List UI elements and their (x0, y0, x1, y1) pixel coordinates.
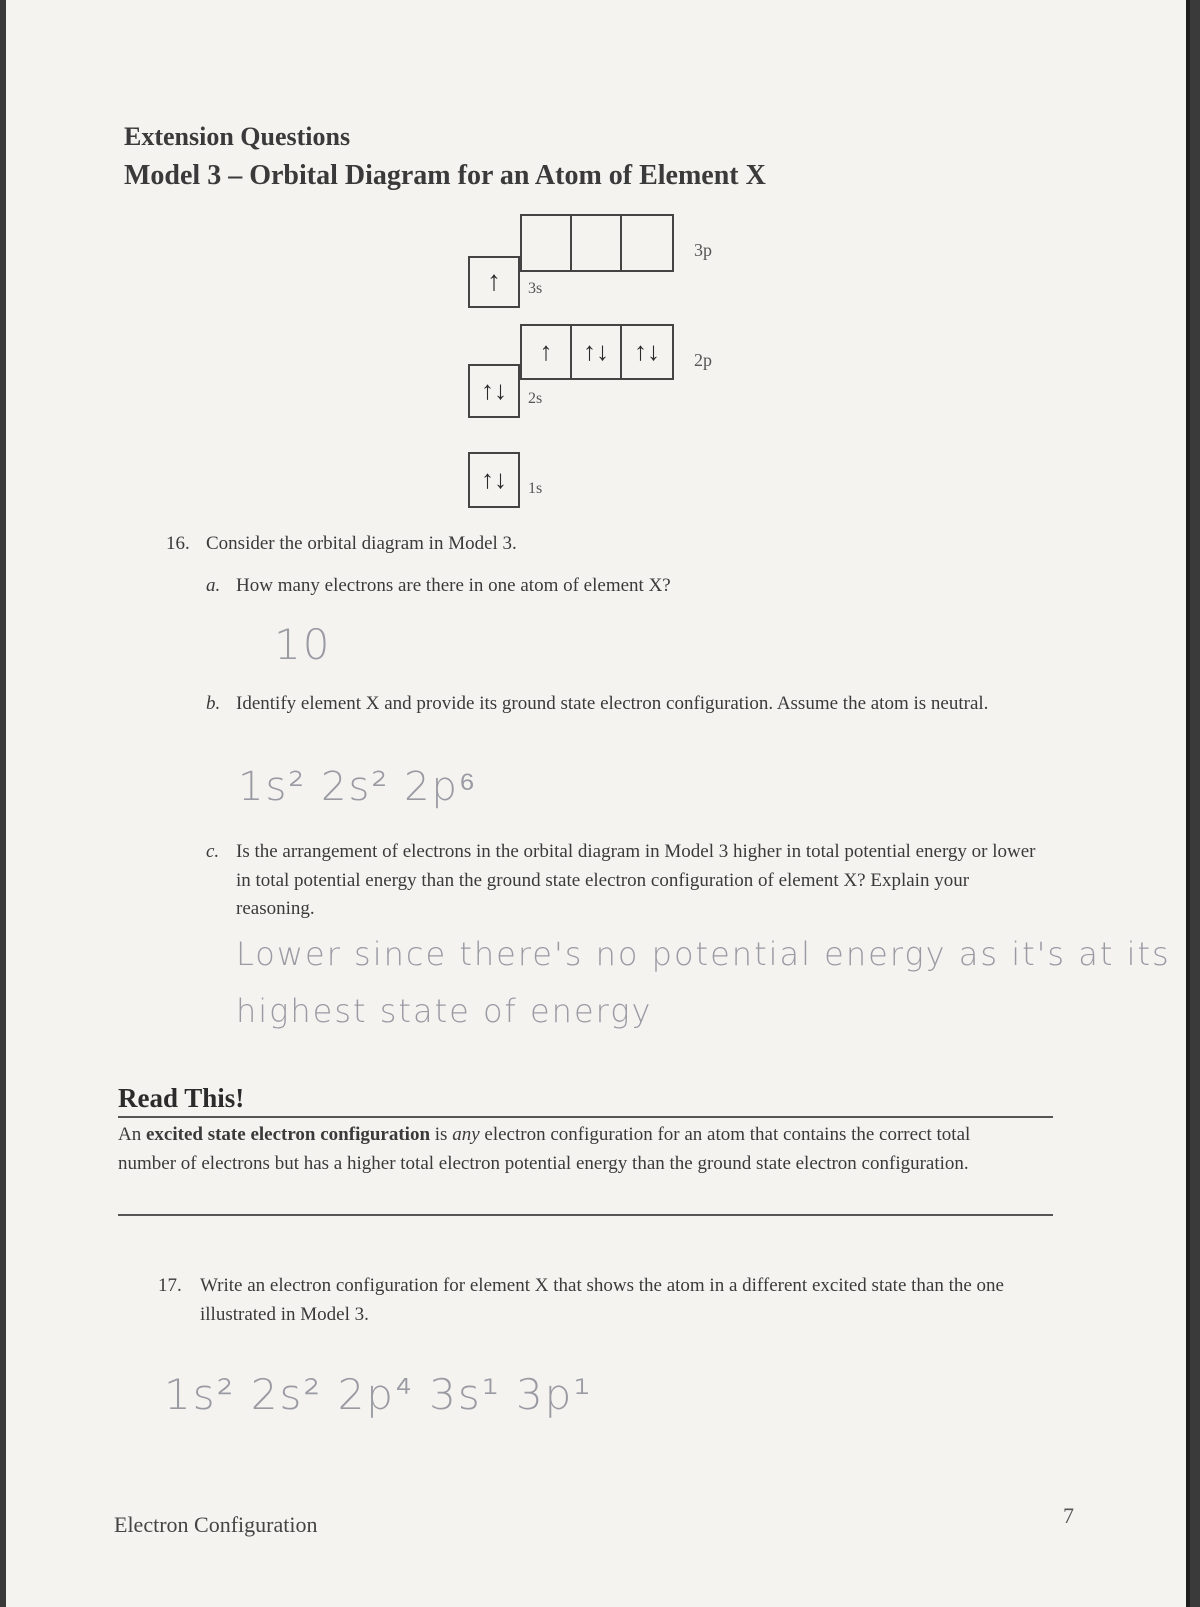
electron-arrow-pair: ↑↓ (481, 465, 507, 494)
orbital-label-2s: 2s (528, 390, 543, 407)
model-title: Model 3 – Orbital Diagram for an Atom of Element X (124, 160, 766, 191)
orbital-diagram (6, 0, 1186, 520)
orbital-label-3s: 3s (528, 280, 543, 297)
question-16-text: Consider the orbital diagram in Model 3. (206, 533, 517, 554)
worksheet-page (6, 0, 1190, 1607)
footer-title: Electron Configuration (114, 1512, 318, 1537)
top-divider (118, 1116, 1053, 1118)
read-this-body: An excited state electron configuration is any electron configuration for an atom that contains the correct total number of electrons but has a higher total electron potential energy than the ground state electron configuration. (118, 1124, 971, 1175)
orbital-label-2p: 2p (694, 350, 712, 370)
orbital-3p-box-1 (520, 214, 572, 272)
answer-16a: 10 (274, 620, 332, 669)
question-16-number: 16. (166, 533, 190, 554)
read-this-heading: Read This! (118, 1083, 245, 1113)
page-number: 7 (1063, 1503, 1074, 1528)
orbital-2p-box-3: ↑↓ (620, 324, 674, 380)
electron-arrow-pair: ↑↓ (481, 376, 507, 405)
orbital-3p-box-2 (570, 214, 622, 272)
section-heading: Extension Questions (124, 122, 351, 151)
orbital-label-1s: 1s (528, 480, 543, 497)
question-16b-text: Identify element X and provide its ground state electron configuration. Assume the atom is neutral. (236, 693, 989, 714)
orbital-2p-box-2: ↑↓ (570, 324, 622, 380)
orbital-3p-box-3 (620, 214, 674, 272)
question-17-text: Write an electron configuration for element X that shows the atom in a different excited state than the one illustrated in Model 3. (200, 1275, 1004, 1325)
orbital-2s-box (468, 364, 520, 418)
orbital-2p-box-1: ↑ (520, 324, 572, 380)
question-16a-letter: a. (206, 575, 221, 596)
question-16a-text: How many electrons are there in one atom of element X? (236, 575, 671, 596)
answer-16c-line1: Lower since there's no potential energy as it's at its (236, 935, 1171, 973)
orbital-label-3p: 3p (694, 240, 712, 260)
answer-17: 1s² 2s² 2p⁴ 3s¹ 3p¹ (164, 1370, 593, 1419)
orbital-1s-box (468, 452, 520, 508)
answer-16c-line2: highest state of energy (236, 992, 653, 1030)
orbital-3s-box (468, 256, 520, 308)
bottom-divider (118, 1214, 1053, 1216)
question-16c-letter: c. (206, 841, 220, 862)
question-17-number: 17. (158, 1275, 182, 1296)
answer-16b: 1s² 2s² 2p⁶ (238, 764, 478, 810)
term-italic: any (452, 1124, 480, 1145)
electron-arrow: ↑ (487, 266, 501, 297)
question-16b-letter: b. (206, 693, 221, 714)
term-bold: excited state electron configuration (145, 1124, 431, 1145)
question-16c-text: Is the arrangement of electrons in the orbital diagram in Model 3 higher in total potential energy or lower in total potential energy than the ground state electron configuration of element X? Explain your reasoning. (236, 841, 1036, 919)
